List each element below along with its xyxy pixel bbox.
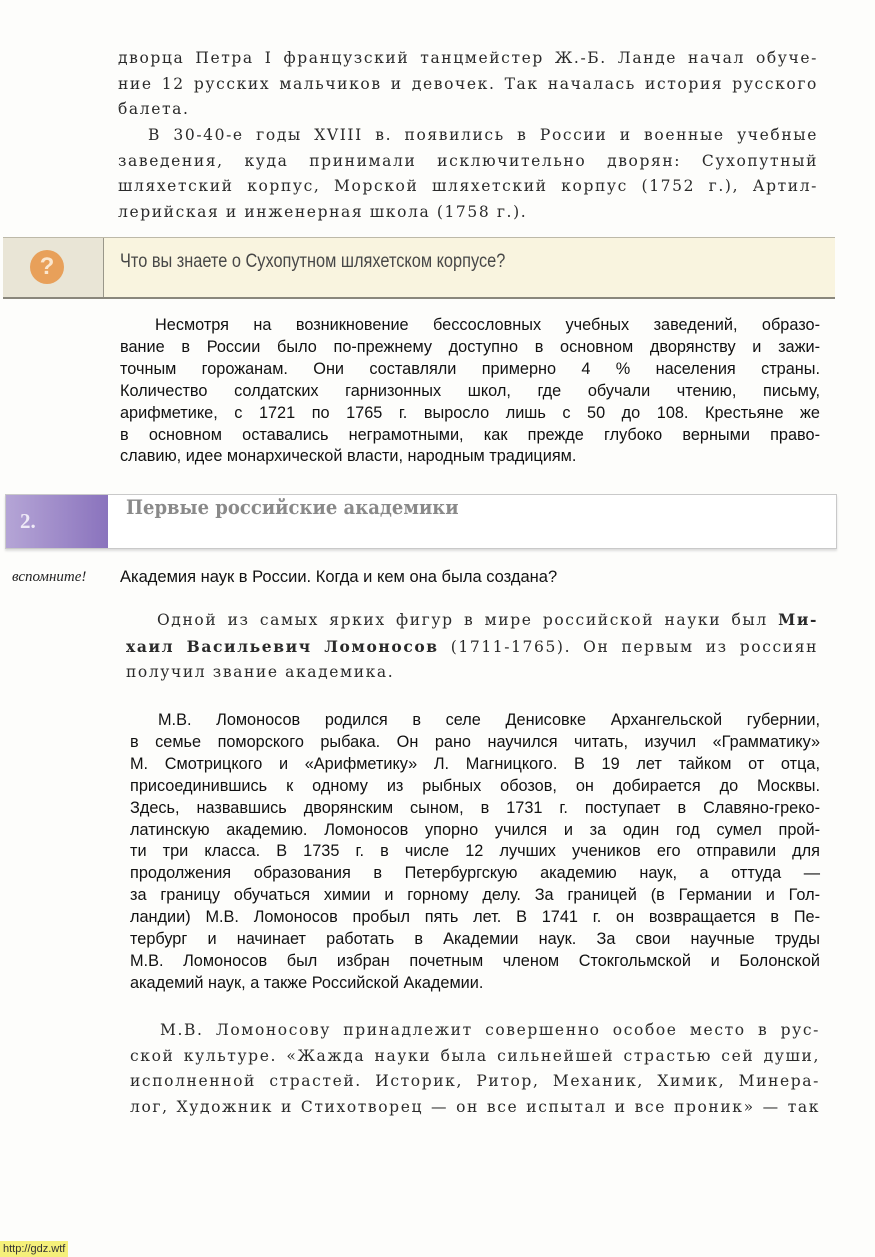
- bold-name: хаил Васильевич Ломоносов: [126, 636, 439, 656]
- text-line: продолжения образования в Петербургскую академию наук, а оттуда —: [130, 864, 820, 883]
- paragraph-ballet: [118, 46, 818, 123]
- text-line: ской культуре. «Жажда науки была сильнейшей страстью сей души,: [130, 1046, 820, 1065]
- remember-label: вспомните!: [12, 569, 87, 585]
- text-run: (1711-1765). Он первым из россиян: [438, 637, 819, 656]
- text-line: шляхетский корпус, Морской шляхетский корпус (1752 г.), Артил-: [118, 177, 818, 196]
- text-line: тербург и начинает работать в Академии наук. За свои научные труды: [130, 930, 820, 949]
- text-line: лог, Художник и Стихотворец — он все испытал и все проник» — так: [130, 1097, 820, 1116]
- text-line: вание в России было по-прежнему доступно в основном дворянству и зажи-: [120, 337, 820, 356]
- text-line: лерийская и инженерная школа (1758 г.).: [118, 202, 528, 221]
- question-text: Что вы знаете о Сухопутном шляхетском корпусе?: [120, 251, 506, 272]
- bold-name: Ми-: [778, 610, 818, 629]
- text-line: дворца Петра I французский танцмейстер Ж.-Б. Ланде начал обуче-: [118, 49, 818, 67]
- text-line: в основном оставались неграмотными, как прежде глубоко верными право-: [120, 425, 820, 444]
- text-line: М. Смотрицкого и «Арифметику» Л. Магницкого. В 19 лет тайком от отца,: [130, 754, 820, 773]
- section-header: [5, 494, 837, 549]
- paragraph-lomonosov-culture: [130, 1018, 820, 1120]
- text-line: славию, идее монархической власти, народным традициям.: [120, 447, 577, 466]
- paragraph-lomonosov-intro: [126, 607, 818, 686]
- paragraph-education-access: [120, 315, 820, 468]
- question-box: [3, 237, 835, 299]
- section-title: Первые российские академики: [126, 495, 459, 519]
- text-run: Одной из самых ярких фигур в мире российской науки был: [157, 611, 779, 629]
- text-line: латинскую академию. Ломоносов упорно учился и за один год сумел прой-: [130, 820, 820, 839]
- text-line: в семье поморского рыбака. Он рано научился читать, изучил «Грамматику»: [130, 732, 820, 751]
- section-number: 2.: [6, 495, 108, 548]
- text-line: точным горожанам. Они составляли примерно 4 % населения страны.: [120, 359, 820, 378]
- text-line: присоединившись к одному из рыбных обозов, он добирается до Москвы.: [130, 776, 820, 795]
- paragraph-military-schools: [118, 123, 818, 225]
- text-line: получил звание академика.: [126, 663, 395, 682]
- watermark-link[interactable]: http://gdz.wtf: [0, 1241, 68, 1257]
- question-icon-area: [3, 238, 104, 297]
- text-line: В 30-40-е годы XVIII в. появились в России и военные учебные: [148, 126, 818, 144]
- text-line: ти три класса. В 1735 г. в числе 12 лучших учеников его отправили для: [130, 842, 820, 861]
- text-line: М.В. Ломоносов был избран почетным членом Стокгольмской и Болонской: [130, 951, 820, 970]
- remember-question: Академия наук в России. Когда и кем она была создана?: [120, 568, 558, 586]
- text-line: ние 12 русских мальчиков и девочек. Так началась история русского: [118, 74, 818, 93]
- text-line: Здесь, назвавшись дворянским сыном, в 1731 г. поступает в Славяно-греко-: [130, 798, 820, 817]
- text-line: Несмотря на возникновение бессословных учебных заведений, образо-: [155, 316, 820, 334]
- text-line: арифметике, с 1721 по 1765 г. выросло лишь с 50 до 108. Крестьяне же: [120, 403, 820, 422]
- text-line: заведения, куда принимали исключительно дворян: Сухопутный: [118, 151, 818, 170]
- text-line: ландии) М.В. Ломоносов пробыл пять лет. В 1741 г. он возвращается в Пе-: [130, 908, 820, 927]
- text-line: за границу обучаться химии и горному делу. За границей (в Германии и Гол-: [130, 886, 820, 905]
- text-line: М.В. Ломоносову принадлежит совершенно особое место в рус-: [160, 1021, 820, 1039]
- paragraph-lomonosov-biography: [130, 710, 820, 995]
- question-icon: ?: [30, 250, 64, 284]
- text-line: [126, 607, 818, 634]
- text-line: академий наук, а также Российской Академии.: [130, 973, 484, 992]
- text-line: М.В. Ломоносов родился в селе Денисовке Архангельской губернии,: [158, 711, 820, 729]
- text-line: [126, 634, 818, 661]
- text-line: исполненной страстей. Историк, Ритор, Механик, Химик, Минера-: [130, 1072, 820, 1091]
- text-line: Количество солдатских гарнизонных школ, где обучали чтению, письму,: [120, 381, 820, 400]
- text-line: балета.: [118, 100, 190, 119]
